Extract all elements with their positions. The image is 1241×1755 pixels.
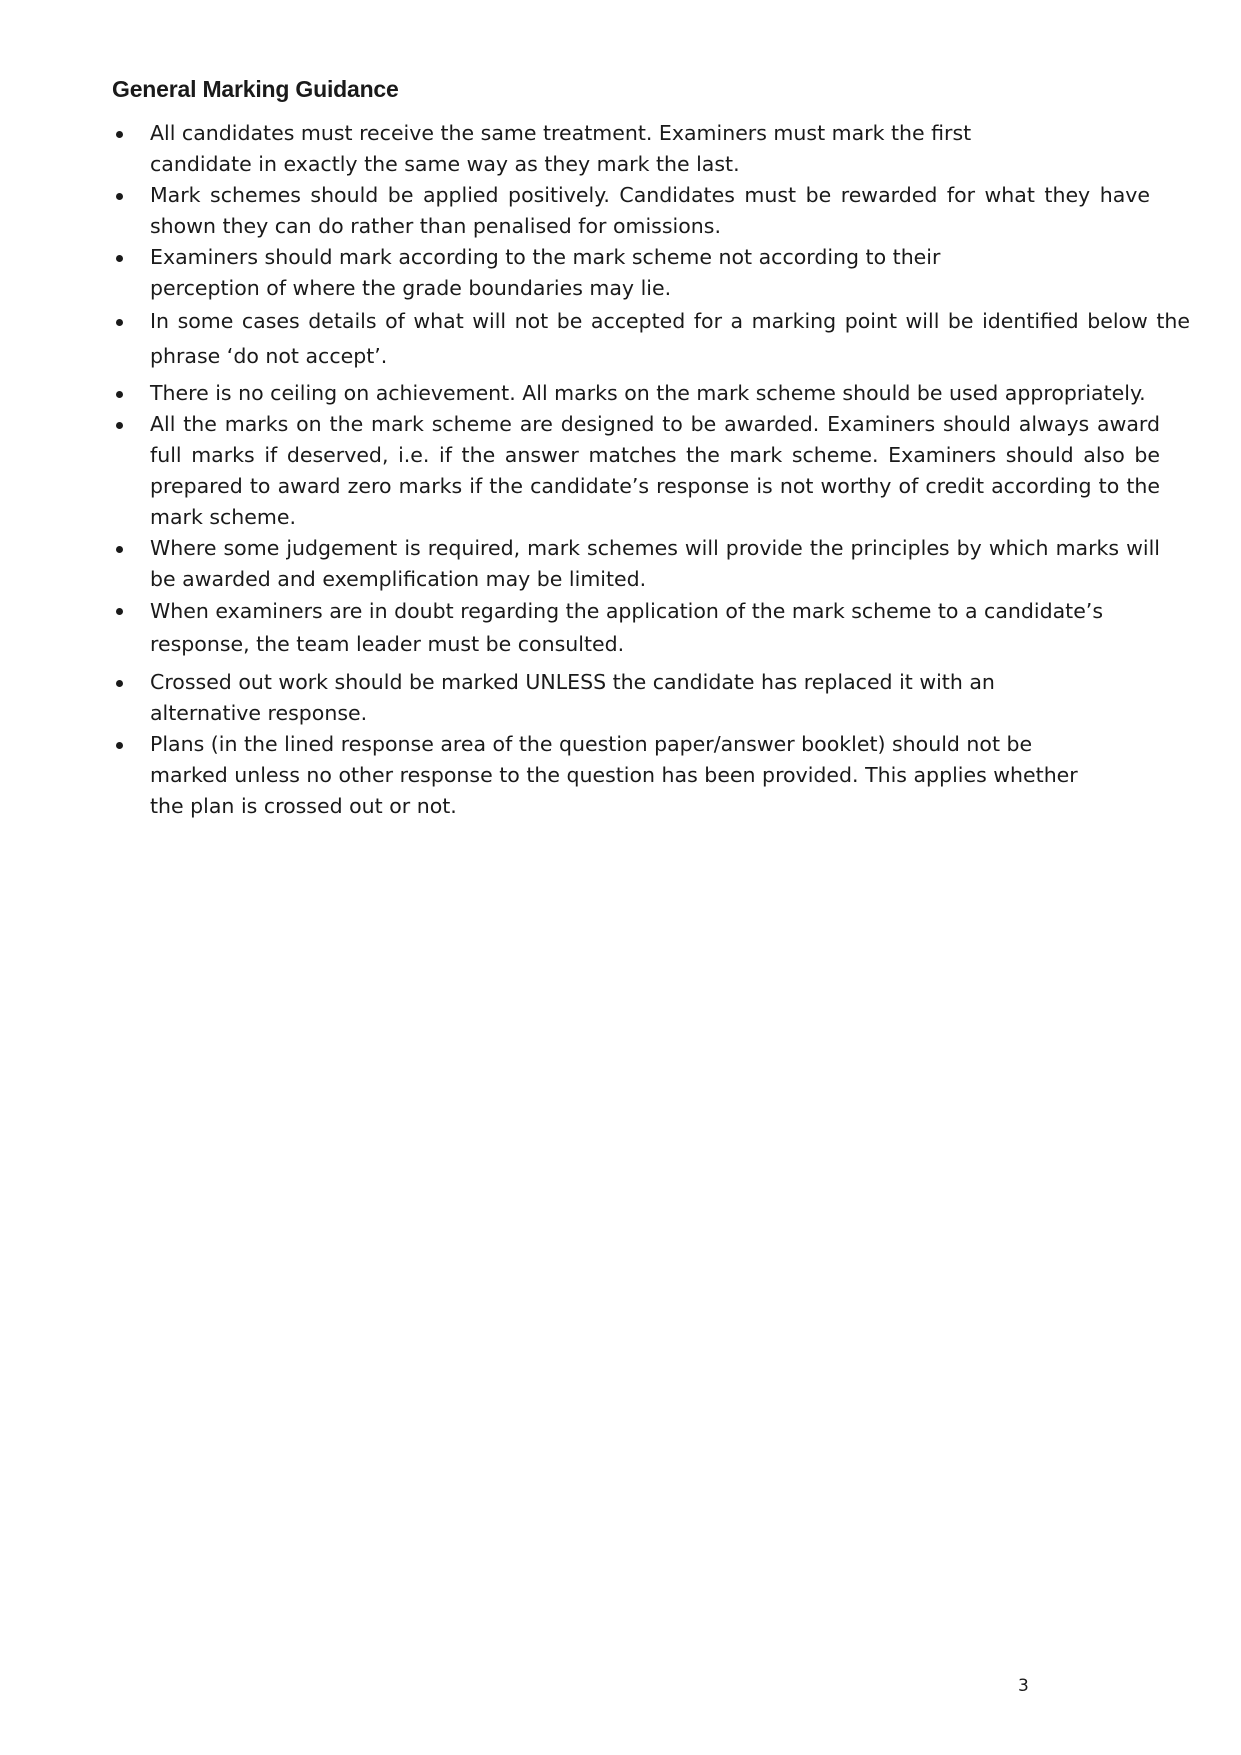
bullet-icon: [116, 131, 123, 138]
list-item: [112, 378, 1192, 409]
bullet-icon: [116, 680, 123, 687]
list-item-text: Examiners should mark according to the mark scheme not according to their perception of where the grade boundaries may lie.: [150, 245, 941, 300]
bullet-icon: [116, 391, 123, 398]
list-item-text: Where some judgement is required, mark schemes will provide the principles by which marks will be awarded and exemplification may be limited.: [150, 536, 1160, 591]
list-item-text: In some cases details of what will not be accepted for a marking point will be identified below the phrase ‘do not accept’.: [150, 309, 1190, 368]
page-number: 3: [1018, 1676, 1029, 1696]
bullet-icon: [116, 546, 123, 553]
list-item: [112, 180, 1192, 242]
bullet-icon: [116, 422, 123, 429]
list-item-text: All candidates must receive the same treatment. Examiners must mark the first candidate in exactly the same way as they mark the last.: [150, 121, 972, 176]
bullet-icon: [116, 319, 123, 326]
list-item-text: Mark schemes should be applied positively. Candidates must be rewarded for what they have shown they can do rather than penalised for omissions.: [150, 183, 1150, 238]
list-item-text: Crossed out work should be marked UNLESS the candidate has replaced it with an alternative response.: [150, 670, 995, 725]
list-item: [112, 729, 1192, 822]
bullet-icon: [116, 742, 123, 749]
list-item: [112, 409, 1192, 533]
list-item-text: All the marks on the mark scheme are designed to be awarded. Examiners should always award full marks if deserved, i.e. if the answer matches the mark scheme. Examiners should also be prepared to award zero marks if the candidate’s response is not worthy of credit according to the mark scheme.: [150, 412, 1160, 529]
page-heading: General Marking Guidance: [112, 76, 399, 102]
list-item: [112, 304, 1192, 374]
bullet-icon: [116, 255, 123, 262]
bullet-icon: [116, 193, 123, 200]
guidance-list: [112, 118, 1192, 822]
list-item: [112, 533, 1192, 595]
list-item-text: There is no ceiling on achievement. All marks on the mark scheme should be used appropriately.: [150, 381, 1146, 405]
list-item: [112, 595, 1192, 661]
list-item-text: Plans (in the lined response area of the question paper/answer booklet) should not be marked unless no other response to the question has been provided. This applies whether the plan is crossed out or not.: [150, 732, 1078, 818]
list-item-text: When examiners are in doubt regarding the application of the mark scheme to a candidate’s response, the team leader must be consulted.: [150, 599, 1103, 656]
list-item: [112, 667, 1192, 729]
bullet-icon: [116, 608, 123, 615]
list-item: [112, 242, 1192, 304]
list-item: [112, 118, 1090, 180]
